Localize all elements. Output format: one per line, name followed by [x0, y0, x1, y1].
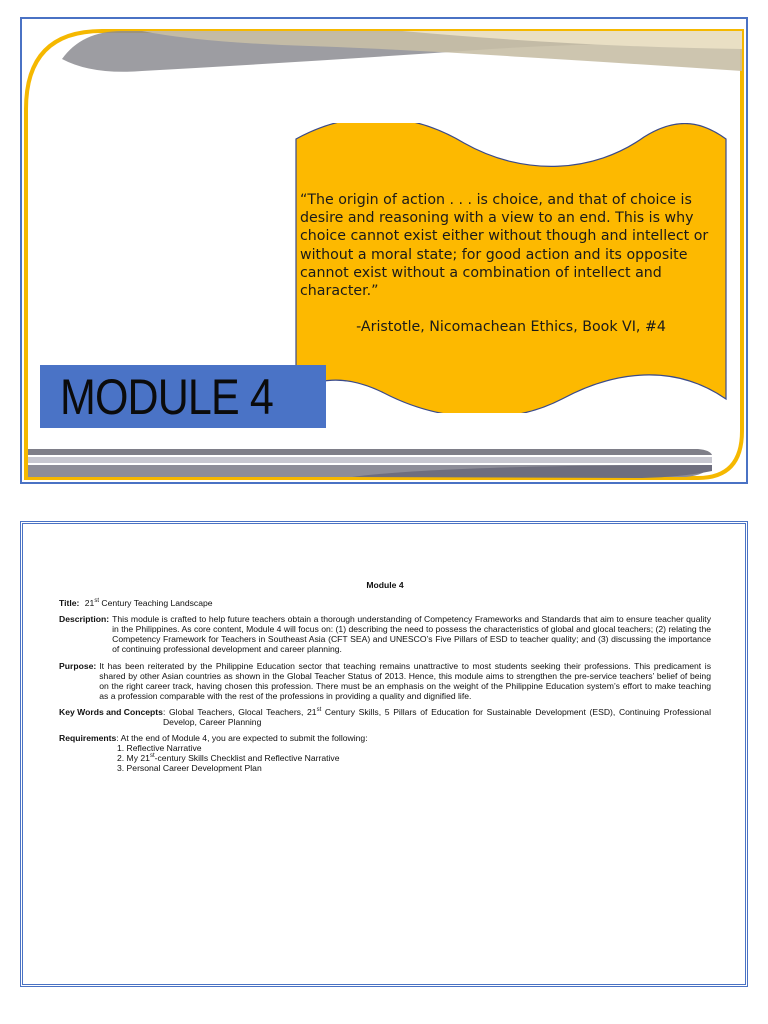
- title-value-number: 21: [84, 598, 95, 609]
- keywords-label: Key Words and Concepts: [59, 706, 163, 717]
- title-value-sup: st: [94, 598, 99, 605]
- requirement-item: 3. Personal Career Development Plan: [117, 763, 262, 774]
- purpose-text: It has been reiterated by the Philippine Education sector that teaching remains unattractive to most students seeking their professions. This predicament is shared by other Asian countries as shown in the Global Teacher Status of 2013. Hence, this module aims to strengthen the pre-service teachers’ belief of being on the right career track, having chosen this profession. There must be an emphasis on the weight of the Philippine Education system’s effort to make teaching as a profession comparable with the rest of the professions in providing a quality and dignified life.: [99, 660, 711, 701]
- purpose-label: Purpose:: [59, 660, 97, 671]
- title-row: [59, 598, 711, 608]
- keywords-text: [163, 707, 711, 727]
- keywords-row: [59, 707, 711, 727]
- requirements-list: [59, 743, 711, 773]
- document-body: [59, 580, 711, 780]
- bottom-swoosh-2: [28, 457, 712, 463]
- quote-banner: [294, 123, 728, 413]
- quote-attribution: -Aristotle, Nicomachean Ethics, Book VI, #4: [356, 319, 666, 335]
- requirements-label: Requirements: [59, 733, 117, 744]
- description-label: Description:: [59, 614, 110, 625]
- module-title-box: [40, 365, 326, 428]
- bottom-swoosh-1: [28, 449, 712, 455]
- keywords-text-post: Century Skills, 5 Pillars of Education for Sustainable Development (ESD), Continuing Professional Develop, Career Planning: [162, 706, 711, 728]
- requirement-item: 2. My 21st-century Skills Checklist and Reflective Narrative: [117, 753, 340, 764]
- title-value-text: Century Teaching Landscape: [99, 598, 213, 609]
- module-title: MODULE 4: [60, 369, 273, 425]
- cover-slide: [20, 17, 748, 484]
- description-row: [59, 614, 711, 654]
- requirement-item: 1. Reflective Narrative: [117, 743, 202, 754]
- doc-heading: Module 4: [366, 580, 404, 590]
- purpose-row: [59, 661, 711, 701]
- description-text: This module is crafted to help future teachers obtain a thorough understanding of Competency Frameworks and Standards that aim to ensure teacher quality in the Philippines. As core content, Module 4 will focus on: (1) describing the need to possess the characteristics of global and glocal teachers; (2) relating the Competency Framework for Teachers in Southeast Asia (CFT SEA) and UNESCO’s Five Pillars of ESD to teacher quality; and (3) discussing the importance of continuing professional development and career planning.: [112, 614, 711, 655]
- aristotle-quote: “The origin of action . . . is choice, and that of choice is desire and reasoning with a view to an end. This is why choice cannot exist either without though and intellect or without a moral state; for good action and its opposite cannot exist without a combination of intellect and character.”: [300, 192, 709, 300]
- requirements-intro: : At the end of Module 4, you are expected to submit the following:: [116, 733, 368, 744]
- keywords-text-pre: : Global Teachers, Glocal Teachers, 21: [162, 706, 317, 717]
- module-overview-page: [20, 521, 748, 987]
- requirements-row: [59, 733, 711, 773]
- keywords-text-sup: st: [316, 707, 322, 714]
- title-label: Title:: [59, 598, 80, 609]
- title-value: [85, 598, 213, 608]
